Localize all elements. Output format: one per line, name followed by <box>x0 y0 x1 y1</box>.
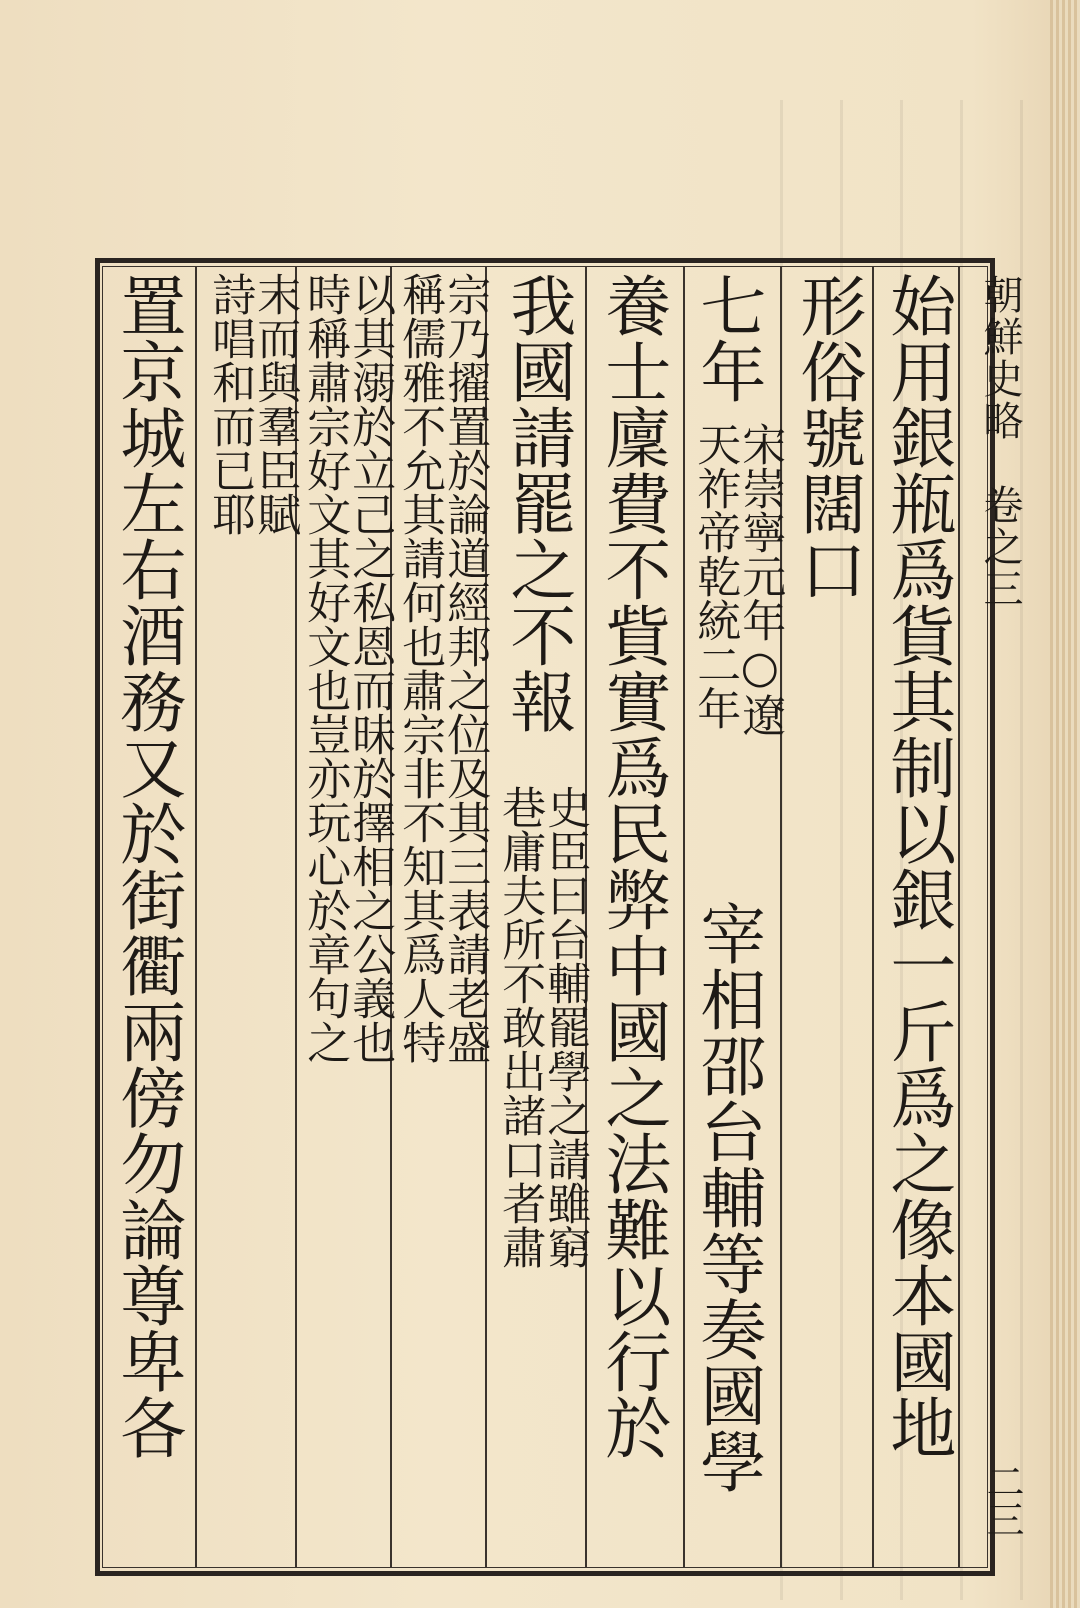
annotation-left: 巷庸夫所不敢出諸口者肅 <box>494 785 546 1269</box>
text-column-3 <box>690 272 764 404</box>
text-column-4: 養士廩費不貲實爲民弊中國之法難以行於 <box>593 272 671 1460</box>
commentary-right: 以其溺於立己之私恩而昧於擇相之公義也 <box>344 272 396 1064</box>
text-column-2: 形俗號闊口 <box>788 272 866 602</box>
page-number: 二三 <box>980 1462 1024 1538</box>
spacer <box>977 442 1023 484</box>
text-column-1: 始用銀瓶爲貨其制以銀一斤爲之像本國地 <box>878 272 956 1460</box>
column-3-head: 七年 <box>688 272 766 404</box>
commentary-left: 稱儒雅不允其請何也肅宗非不知其爲人特 <box>394 272 446 1064</box>
column-rule <box>195 266 197 1568</box>
book-title: 朝鮮史略 <box>977 274 1023 442</box>
volume-label: 卷之三 <box>977 484 1023 610</box>
commentary-left: 詩唱和而已耶 <box>204 272 256 536</box>
annotation-right: 宋崇寧元年○遼 <box>734 422 786 737</box>
commentary-right: 末而與羣臣賦 <box>249 272 301 536</box>
column-rule <box>872 266 874 1568</box>
text-column-9: 置京城左右酒務又於街衢兩傍勿論尊卑各 <box>108 272 186 1460</box>
column-3-tail: 宰相邵台輔等奏國學 <box>688 900 766 1494</box>
column-rule <box>958 266 960 1568</box>
column-rule <box>683 266 685 1568</box>
annotation-right: 史臣曰台輔罷學之請雖窮 <box>539 785 591 1269</box>
commentary-left: 時稱肅宗好文其好文也豈亦玩心於章句之 <box>299 272 351 1064</box>
text-column-5: 我國請罷之不報 <box>498 272 576 734</box>
margin-header <box>972 274 1029 610</box>
book-spine-edge <box>1050 0 1080 1608</box>
annotation-left: 天祚帝乾統二年 <box>689 422 741 730</box>
commentary-right: 宗乃擢置於論道經邦之位及其三表請老盛 <box>439 272 491 1064</box>
